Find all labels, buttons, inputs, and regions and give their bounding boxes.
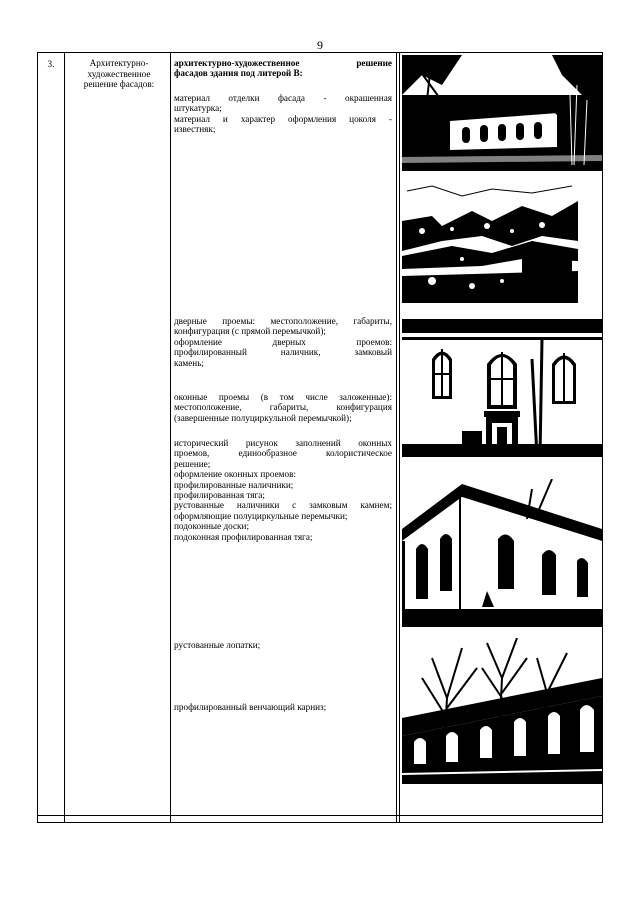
trees-colonnade-photo [402, 638, 602, 784]
heading-line: архитектурно-художественное решение [174, 58, 392, 68]
text-line: оформляющие полуциркульные перемычки; [174, 510, 348, 521]
text-line: подоконные доски; [174, 521, 249, 532]
row-title-line: художественное [87, 68, 151, 79]
pilasters-text [174, 640, 392, 650]
text-line: исторический рисунок заполнений оконных [174, 438, 392, 448]
building-facade-photo [402, 55, 602, 171]
text-line: материал и характер оформления цоколя - [174, 113, 392, 124]
text-line: проемов, единообразное колористическое [174, 448, 392, 459]
text-line: профилированный венчающий карниз; [174, 702, 327, 712]
text-line: известняк; [174, 124, 216, 135]
row-title-line: Архитектурно- [89, 58, 149, 68]
facade-heading [174, 58, 392, 79]
row-number: 3. [47, 59, 55, 69]
text-line: профилированные наличники; [174, 479, 294, 490]
page-number: 9 [317, 38, 323, 52]
facade-material-text [174, 93, 392, 135]
cornice-text [174, 702, 392, 712]
text-line: местоположение, габариты, конфигурация [174, 402, 392, 413]
window-decoration-text [174, 438, 392, 542]
text-line: дверные проемы: местоположение, габариты, [174, 316, 392, 326]
window-openings-text [174, 392, 392, 423]
text-line: оконные проемы (в том числе заложенные): [174, 392, 392, 402]
text-line: подоконная профилированная тяга; [174, 531, 313, 542]
text-line: решение; [174, 458, 211, 469]
text-line: материал отделки фасада - окрашенная [174, 93, 392, 103]
building-corner-photo [402, 479, 602, 627]
text-line: профилированная тяга; [174, 490, 265, 501]
text-line: конфигурация (с прямой перемычкой); [174, 326, 326, 337]
text-line: рустованные наличники с замковым камнем; [174, 500, 392, 511]
heading-line: фасадов здания под литерой В: [174, 68, 303, 79]
text-line: камень; [174, 357, 204, 368]
text-line: штукатурка; [174, 103, 222, 114]
text-line: (завершенные полуциркульной перемычкой); [174, 412, 352, 423]
text-line: оформление оконных проемов: [174, 469, 296, 480]
door-window-photo [402, 319, 602, 457]
door-openings-text [174, 316, 392, 368]
row-title [68, 58, 170, 90]
text-line: профилированный наличник, замковый [174, 347, 392, 358]
monument-table [37, 52, 603, 823]
text-line: оформление дверных проемов: [174, 336, 392, 347]
row-title-line: решение фасадов: [83, 79, 155, 90]
text-line: рустованные лопатки; [174, 640, 261, 650]
plinth-texture-photo [402, 181, 578, 303]
